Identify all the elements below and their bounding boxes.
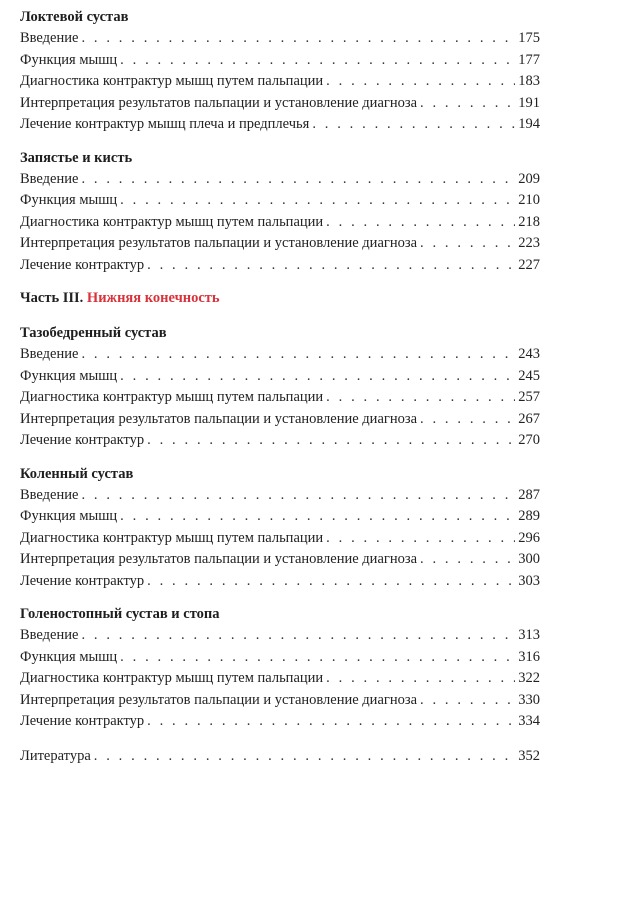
toc-entry-title: Лечение контрактур мышц плеча и предплечья: [20, 116, 310, 132]
spacer: [20, 592, 540, 603]
toc-entry-title: Интерпретация результатов пальпации и установление диагноза: [20, 691, 418, 708]
dot-leader: [420, 93, 515, 115]
dot-leader: [120, 366, 515, 388]
toc-entry: [20, 366, 540, 388]
part-heading: [20, 287, 540, 309]
part-title: Нижняя конечность: [86, 290, 220, 306]
toc-entry: [20, 485, 540, 507]
dot-leader: [147, 711, 515, 733]
toc-entry: [20, 528, 540, 550]
toc-entry-page: 191: [518, 94, 540, 111]
dot-leader: [312, 114, 515, 136]
toc-entry-page: 209: [518, 170, 540, 187]
toc-section-ankle: [20, 603, 540, 733]
toc-entry-page: 352: [518, 747, 540, 764]
dot-leader: [147, 255, 515, 277]
toc-entry-page: 223: [518, 235, 540, 251]
toc-entry-title: Введение: [20, 170, 79, 187]
dot-leader: [81, 625, 515, 647]
toc-entry-title: Интерпретация результатов пальпации и установление диагноза: [20, 94, 418, 111]
toc-entry-page: 289: [518, 508, 540, 524]
toc-entry: [20, 169, 540, 191]
toc-entry: [20, 114, 540, 136]
toc-entry-literature: [20, 746, 540, 768]
dot-leader: [120, 50, 515, 72]
toc-entry-title: Введение: [20, 627, 79, 643]
toc-entry-title: Лечение контрактур: [20, 572, 145, 589]
dot-leader: [81, 485, 515, 507]
dot-leader: [147, 430, 515, 452]
spacer: [20, 309, 540, 322]
toc-entry: [20, 430, 540, 452]
toc-entry-title: Функция мышц: [20, 367, 118, 384]
toc-entry: [20, 28, 540, 50]
toc-entry-page: 296: [518, 529, 540, 546]
dot-leader: [420, 690, 515, 712]
part-label: Часть III.: [20, 290, 84, 306]
toc-entry-title: Введение: [20, 30, 79, 46]
table-of-contents: [20, 6, 540, 767]
toc-section-elbow: [20, 6, 540, 136]
section-heading: Коленный сустав: [20, 465, 134, 482]
toc-entry-page: 243: [518, 346, 540, 362]
toc-entry-title: Интерпретация результатов пальпации и установление диагноза: [20, 235, 418, 251]
toc-entry: [20, 571, 540, 593]
toc-entry-title: Функция мышц: [20, 648, 118, 665]
toc-entry-page: 210: [518, 192, 540, 208]
section-heading: Локтевой сустав: [20, 9, 129, 25]
toc-entry-title: Лечение контрактур: [20, 713, 145, 729]
dot-leader: [326, 212, 515, 234]
toc-entry-page: 183: [518, 73, 540, 89]
toc-entry-title: Функция мышц: [20, 192, 118, 208]
toc-entry-page: 270: [518, 432, 540, 448]
toc-entry-title: Введение: [20, 346, 79, 362]
toc-entry: [20, 255, 540, 277]
dot-leader: [120, 647, 515, 669]
toc-entry: [20, 344, 540, 366]
toc-section-hip: [20, 322, 540, 452]
toc-entry-page: 300: [518, 551, 540, 567]
toc-entry-page: 177: [518, 51, 540, 68]
toc-entry-title: Интерпретация результатов пальпации и установление диагноза: [20, 410, 418, 427]
toc-section-wrist: [20, 147, 540, 277]
dot-leader: [326, 528, 515, 550]
dot-leader: [81, 169, 515, 191]
dot-leader: [81, 28, 515, 50]
toc-entry-title: Функция мышц: [20, 508, 118, 524]
toc-entry: [20, 212, 540, 234]
dot-leader: [420, 549, 515, 571]
dot-leader: [326, 71, 515, 93]
dot-leader: [94, 746, 515, 768]
section-heading: Голеностопный сустав и стопа: [20, 606, 220, 622]
dot-leader: [326, 668, 515, 690]
toc-entry-title: Лечение контрактур: [20, 432, 145, 448]
toc-entry: [20, 190, 540, 212]
toc-entry-page: 267: [518, 410, 540, 427]
toc-entry-title: Диагностика контрактур мышц путем пальпации: [20, 389, 324, 405]
dot-leader: [420, 233, 515, 255]
spacer: [20, 452, 540, 463]
toc-entry: [20, 50, 540, 72]
toc-entry-page: 287: [518, 486, 540, 503]
spacer: [20, 136, 540, 147]
dot-leader: [147, 571, 515, 593]
toc-entry: [20, 387, 540, 409]
toc-entry-page: 194: [518, 116, 540, 132]
dot-leader: [81, 344, 515, 366]
toc-entry: [20, 71, 540, 93]
dot-leader: [326, 387, 515, 409]
toc-entry-page: 227: [518, 256, 540, 273]
toc-entry-title: Диагностика контрактур мышц путем пальпации: [20, 529, 324, 546]
toc-entry-title: Введение: [20, 486, 79, 503]
toc-entry: [20, 233, 540, 255]
toc-entry: [20, 647, 540, 669]
dot-leader: [420, 409, 515, 431]
toc-section-knee: [20, 463, 540, 593]
toc-entry: [20, 668, 540, 690]
toc-entry-page: 218: [518, 213, 540, 230]
toc-entry: [20, 409, 540, 431]
toc-entry: [20, 711, 540, 733]
toc-entry-title: Литература: [20, 747, 91, 764]
spacer: [20, 733, 540, 746]
toc-entry-page: 334: [518, 713, 540, 729]
toc-entry-page: 330: [518, 691, 540, 708]
toc-entry-title: Функция мышц: [20, 51, 118, 68]
toc-entry-title: Интерпретация результатов пальпации и установление диагноза: [20, 551, 418, 567]
toc-entry-page: 303: [518, 572, 540, 589]
section-heading: Тазобедренный сустав: [20, 325, 167, 341]
spacer: [20, 276, 540, 287]
toc-entry: [20, 625, 540, 647]
toc-entry: [20, 690, 540, 712]
toc-entry-page: 313: [518, 627, 540, 643]
toc-entry-title: Диагностика контрактур мышц путем пальпации: [20, 670, 324, 686]
toc-entry-page: 175: [518, 30, 540, 46]
toc-entry-page: 316: [518, 648, 540, 665]
toc-entry: [20, 549, 540, 571]
dot-leader: [120, 190, 515, 212]
toc-entry: [20, 93, 540, 115]
toc-entry: [20, 506, 540, 528]
toc-entry-page: 257: [518, 389, 540, 405]
toc-entry-page: 322: [518, 670, 540, 686]
toc-entry-title: Диагностика контрактур мышц путем пальпации: [20, 213, 324, 230]
toc-entry-title: Лечение контрактур: [20, 256, 145, 273]
section-heading: Запястье и кисть: [20, 149, 133, 166]
toc-entry-page: 245: [518, 367, 540, 384]
toc-entry-title: Диагностика контрактур мышц путем пальпации: [20, 73, 324, 89]
dot-leader: [120, 506, 515, 528]
